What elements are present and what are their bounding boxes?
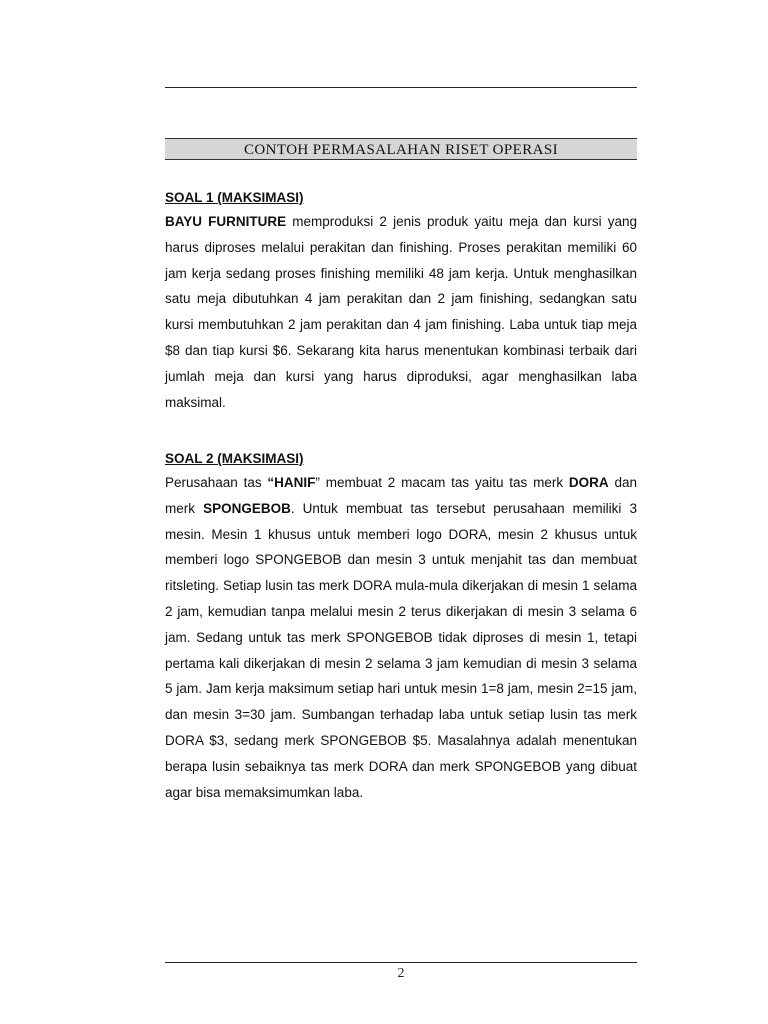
- soal-2-text-4: . Untuk membuat tas tersebut perusahaan memiliki 3 mesin. Mesin 1 khusus untuk memberi logo DORA, mesin 2 khusus untuk memberi logo SPONGEBOB dan mesin 3 untuk menjahit tas dan membuat ritsleting. Setiap lusin tas merk DORA mula-mula dikerjakan di mesin 1 selama 2 jam, kemudian tanpa melalui mesin 2 terus dikerjakan di mesin 3 selama 6 jam. Sedang untuk tas merk SPONGEBOB tidak diproses di mesin 1, tetapi pertama kali dikerjakan di mesin 2 selama 3 jam kemudian di mesin 3 selama 5 jam. Jam kerja maksimum setiap hari untuk mesin 1=8 jam, mesin 2=15 jam, dan mesin 3=30 jam. Sumbangan terhadap laba untuk setiap lusin tas merk DORA $3, sedang merk SPONGEBOB $5. Masalahnya adalah menentukan berapa lusin sebaiknya tas merk DORA dan merk SPONGEBOB yang dibuat agar bisa memaksimumkan laba.: [165, 500, 637, 800]
- soal-2-text-1: Perusahaan tas: [165, 475, 268, 490]
- soal-1-section: [165, 189, 637, 415]
- footer-rule: [165, 962, 637, 963]
- soal-2-merk-spongebob: SPONGEBOB: [203, 500, 291, 516]
- soal-2-text-3: dan merk: [165, 475, 637, 516]
- page-number: 2: [397, 966, 405, 981]
- soal-1-paragraph: [165, 209, 637, 415]
- header-rule: [165, 87, 637, 88]
- soal-1-text: memproduksi 2 jenis produk yaitu meja dan kursi yang harus diproses melalui perakitan dan finishing. Proses perakitan memiliki 60 jam kerja sedang proses finishing memiliki 48 jam kerja. Untuk menghasilkan satu meja dibutuhkan 4 jam perakitan dan 2 jam finishing, sedangkan satu kursi membutuhkan 2 jam perakitan dan 4 jam finishing. Laba untuk tiap meja $8 dan tiap kursi $6. Sekarang kita harus menentukan kombinasi terbaik dari jumlah meja dan kursi yang harus diproduksi, agar menghasilkan laba maksimal.: [165, 214, 637, 410]
- soal-1-company-name: BAYU FURNITURE: [165, 214, 287, 229]
- soal-2-paragraph: [165, 470, 637, 805]
- soal-2-text-2: ” membuat 2 macam tas yaitu tas merk: [315, 475, 569, 490]
- soal-1-heading: SOAL 1 (MAKSIMASI): [165, 190, 304, 205]
- document-title: CONTOH PERMASALAHAN RISET OPERASI: [165, 138, 637, 160]
- soal-2-brand-name: “HANIF: [267, 475, 316, 490]
- soal-2-section: [165, 450, 637, 805]
- soal-2-merk-dora: DORA: [568, 475, 609, 490]
- soal-2-heading: SOAL 2 (MAKSIMASI): [165, 451, 304, 466]
